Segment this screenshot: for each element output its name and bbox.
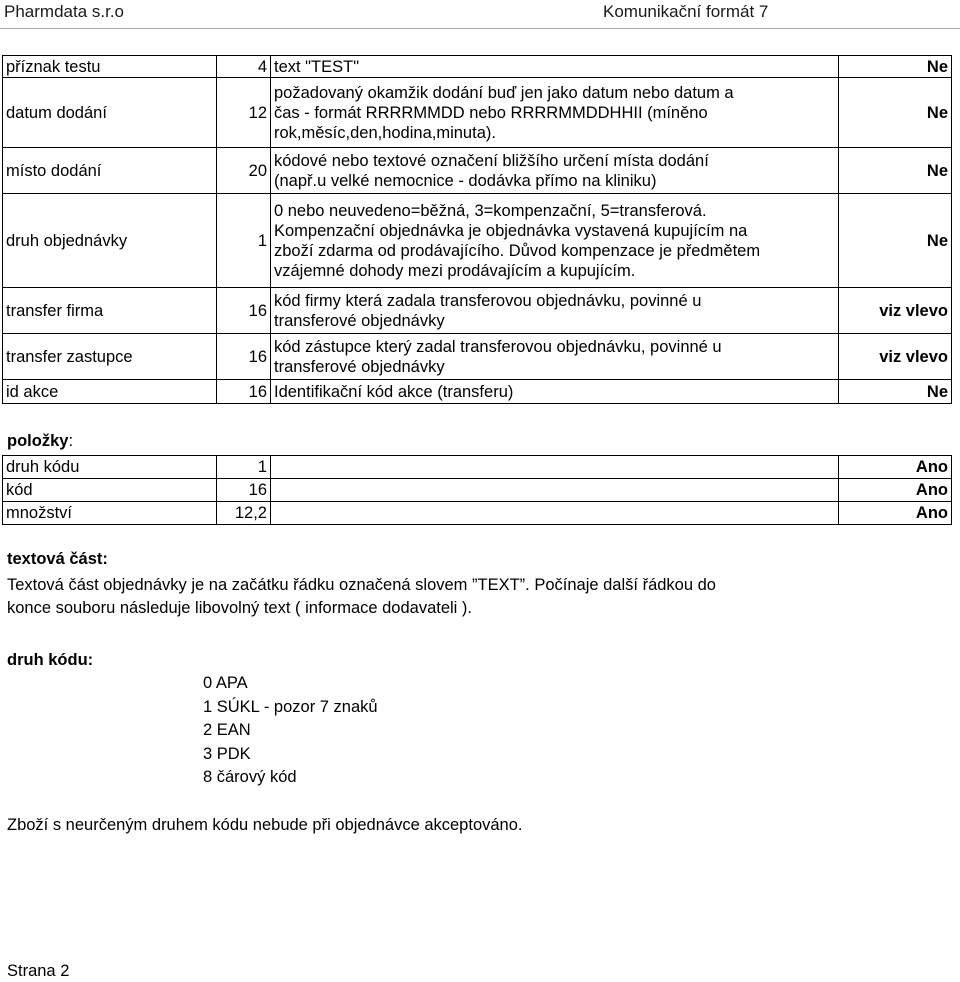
field-name-cell: množství	[3, 502, 217, 525]
text-line: Textová část objednávky je na začátku řádku označená slovem ”TEXT”. Počínaje další řádkou do	[7, 576, 716, 594]
text-line: konce souboru následuje libovolný text ( informace dodavateli ).	[7, 599, 473, 617]
description-line: kód zástupce který zadal transferovou objednávku, povinné u	[274, 337, 722, 356]
required-flag-cell: Ne	[839, 148, 952, 194]
required-flag-cell: Ne	[839, 78, 952, 148]
description-line: transferové objednávky	[274, 357, 445, 376]
table-row	[3, 456, 952, 479]
field-description-cell	[271, 78, 839, 148]
description-line: požadovaný okamžik dodání buď jen jako datum nebo datum a	[274, 83, 734, 102]
table-row	[3, 288, 952, 334]
field-length-cell: 12	[217, 78, 271, 148]
field-name-cell: druh objednávky	[3, 194, 217, 288]
table-row	[3, 78, 952, 148]
code-types-title: druh kódu:	[7, 651, 94, 669]
field-description-cell	[271, 148, 839, 194]
field-name-cell: transfer zastupce	[3, 334, 217, 380]
description-line: kódové nebo textové označení bližšího určení místa dodání	[274, 151, 709, 170]
field-length-cell: 20	[217, 148, 271, 194]
text-section-title: textová část:	[7, 550, 108, 568]
table-row	[3, 479, 952, 502]
table-row	[3, 56, 952, 78]
description-line: rok,měsíc,den,hodina,minuta).	[274, 123, 496, 142]
table-row	[3, 148, 952, 194]
table-row	[3, 194, 952, 288]
field-name-cell: druh kódu	[3, 456, 217, 479]
field-length-cell: 4	[217, 56, 271, 78]
description-line: (např.u velké nemocnice - dodávka přímo na kliniku)	[274, 171, 657, 190]
description-line: zboží zdarma od prodávajícího. Důvod kompenzace je předmětem	[274, 241, 761, 260]
field-length-cell: 16	[217, 380, 271, 404]
empty-description-cell	[271, 479, 839, 502]
main-fields-table	[2, 55, 952, 404]
required-flag-cell: viz vlevo	[839, 334, 952, 380]
items-title	[7, 432, 73, 451]
field-length-cell: 1	[217, 456, 271, 479]
field-description-cell	[271, 56, 839, 78]
items-title-colon: :	[68, 432, 74, 450]
required-flag-cell: Ne	[839, 194, 952, 288]
items-title-text: položky	[7, 432, 69, 450]
field-name-cell: datum dodání	[3, 78, 217, 148]
field-description-cell	[271, 334, 839, 380]
description-line: čas - formát RRRRMMDD nebo RRRRMMDDHHII (míněno	[274, 103, 708, 122]
required-flag-cell: Ne	[839, 56, 952, 78]
table-row	[3, 502, 952, 525]
field-name-cell: místo dodání	[3, 148, 217, 194]
description-line: 0 nebo neuvedeno=běžná, 3=kompenzační, 5=transferová.	[274, 201, 707, 220]
description-line: text "TEST"	[274, 57, 360, 76]
field-name-cell: id akce	[3, 380, 217, 404]
list-item: 1 SÚKL - pozor 7 znaků	[203, 697, 378, 716]
field-description-cell	[271, 288, 839, 334]
description-line: Kompenzační objednávka je objednávka vystavená kupujícím na	[274, 221, 748, 240]
text-section-body	[7, 574, 952, 620]
empty-description-cell	[271, 502, 839, 525]
description-line: transferové objednávky	[274, 311, 445, 330]
field-length-cell: 16	[217, 334, 271, 380]
required-flag-cell: Ano	[839, 502, 952, 525]
note-text: Zboží s neurčeným druhem kódu nebude při objednávce akceptováno.	[7, 816, 523, 834]
table-row	[3, 334, 952, 380]
table-row	[3, 380, 952, 404]
field-length-cell: 16	[217, 288, 271, 334]
company-name: Pharmdata s.r.o	[4, 2, 125, 21]
list-item: 8 čárový kód	[203, 768, 297, 786]
field-description-cell	[271, 380, 839, 404]
description-line: Identifikační kód akce (transferu)	[274, 382, 514, 401]
list-item: 0 APA	[203, 674, 248, 692]
list-item: 2 EAN	[203, 721, 251, 739]
field-name-cell: kód	[3, 479, 217, 502]
header-divider	[0, 28, 960, 29]
description-line: vzájemné dohody mezi prodávajícím a kupujícím.	[274, 261, 636, 280]
page-number: Strana 2	[7, 962, 70, 980]
field-description-cell	[271, 194, 839, 288]
items-table	[2, 455, 952, 525]
required-flag-cell: viz vlevo	[839, 288, 952, 334]
description-line: kód firmy která zadala transferovou objednávku, povinné u	[274, 291, 702, 310]
field-length-cell: 12,2	[217, 502, 271, 525]
field-length-cell: 1	[217, 194, 271, 288]
document-title: Komunikační formát 7	[603, 2, 769, 21]
field-name-cell: příznak testu	[3, 56, 217, 78]
field-name-cell: transfer firma	[3, 288, 217, 334]
field-length-cell: 16	[217, 479, 271, 502]
required-flag-cell: Ano	[839, 479, 952, 502]
code-types-list	[203, 672, 378, 790]
required-flag-cell: Ne	[839, 380, 952, 404]
required-flag-cell: Ano	[839, 456, 952, 479]
list-item: 3 PDK	[203, 744, 251, 763]
empty-description-cell	[271, 456, 839, 479]
